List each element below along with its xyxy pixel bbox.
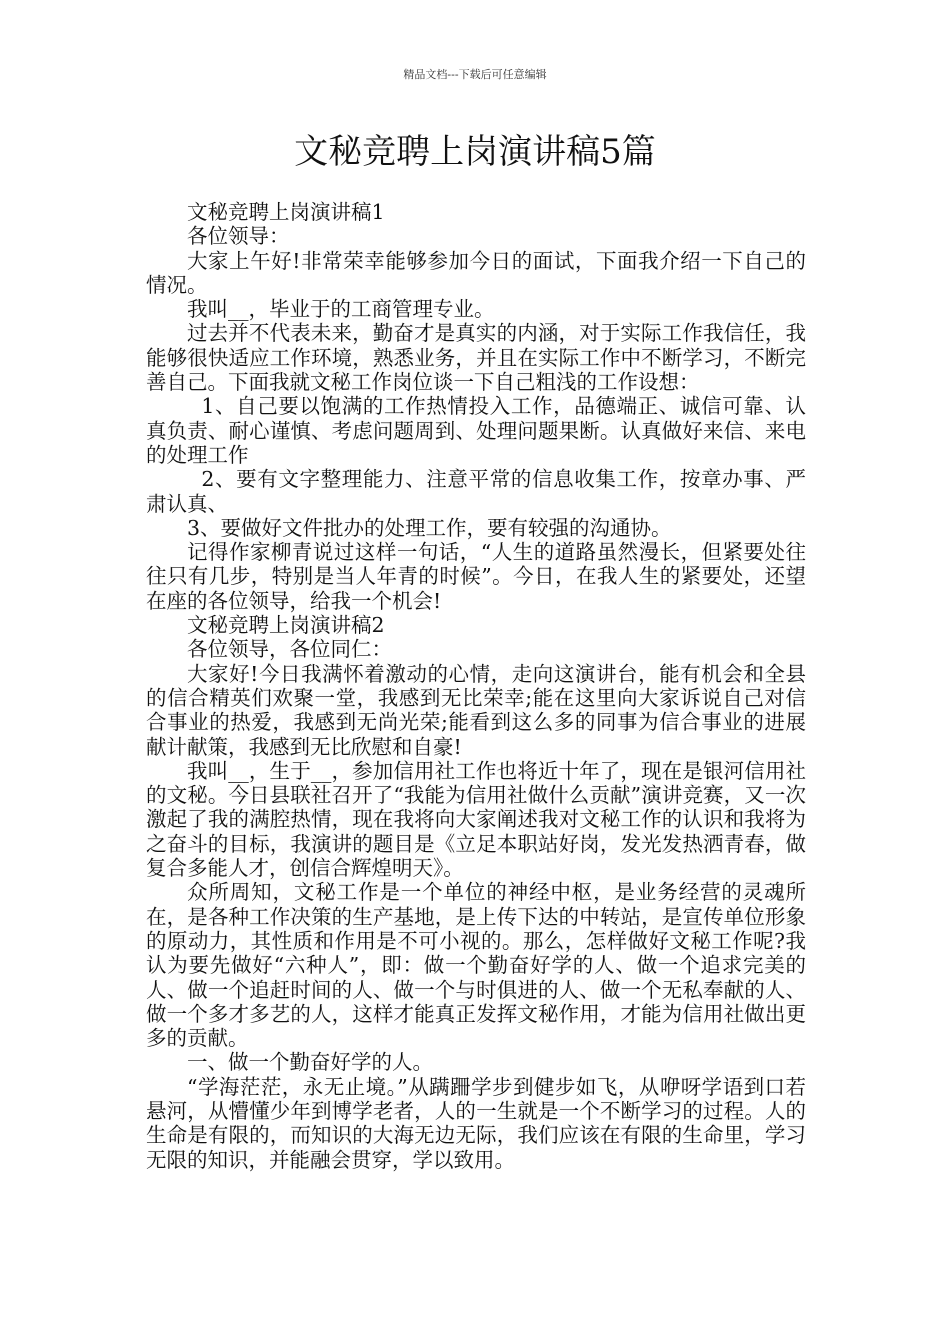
- paragraph: 我叫__，毕业于的工商管理专业。: [187, 297, 495, 322]
- paragraph: 众所周知，文秘工作是一个单位的神经中枢，是业务经营的灵魂所在，是各种工作决策的生产基地，是上传下达的中转站，是宣传单位形象的原动力，其性质和作用是不可小视的。那么，怎样做好文秘工作呢?我认为要先做好“六种人”，即：做一个勤奋好学的人、做一个追求完美的人、做一个追赶时间的人、做一个与时俱进的人、做一个无私奉献的人、做一个多才多艺的人，这样才能真正发挥文秘作用，才能为信用社做出更多的贡献。: [146, 880, 806, 1051]
- paragraph: 过去并不代表未来，勤奋才是真实的内涵，对于实际工作我信任，我能够很快适应工作环境，熟悉业务，并且在实际工作中不断学习，不断完善自己。下面我就文秘工作岗位谈一下自己粗浅的工作设想：: [146, 321, 806, 395]
- header-note: 精品文档---下载后可任意编辑: [403, 68, 547, 81]
- document-title: 文秘竞聘上岗演讲稿5篇: [294, 132, 656, 172]
- list-item: 2、要有文字整理能力、注意平常的信息收集工作，按章办事、严肃认真、: [146, 467, 806, 516]
- paragraph: 大家好!今日我满怀着激动的心情，走向这演讲台，能有机会和全县的信合精英们欢聚一堂，我感到无比荣幸;能在这里向大家诉说自己对信合事业的热爱，我感到无尚光荣;能看到这么多的同事为信合事业的进展献计献策，我感到无比欣慰和自豪!: [146, 661, 806, 759]
- section-heading-2: 文秘竞聘上岗演讲稿2: [187, 613, 385, 638]
- subsection-heading: 一、做一个勤奋好学的人。: [187, 1050, 433, 1075]
- section-heading-1: 文秘竞聘上岗演讲稿1: [187, 200, 385, 224]
- paragraph: 大家上午好!非常荣幸能够参加今日的面试，下面我介绍一下自己的情况。: [146, 248, 806, 297]
- paragraph: 记得作家柳青说过这样一句话，“人生的道路虽然漫长，但紧要处往往只有几步，特别是当人年青的时候”。今日，在我人生的紧要处，还望在座的各位领导，给我一个机会!: [146, 540, 806, 613]
- salutation: 各位领导：: [187, 224, 290, 249]
- paragraph: “学海茫茫，永无止境。”从蹒跚学步到健步如飞，从咿呀学语到口若悬河，从懵懂少年到博学老者，人的一生就是一个不断学习的过程。人的生命是有限的，而知识的大海无边无际，我们应该在有限的生命里，学习无限的知识，并能融会贯穿，学以致用。: [146, 1074, 806, 1172]
- salutation: 各位领导，各位同仁：: [187, 637, 392, 662]
- paragraph: 我叫__，生于__，参加信用社工作也将近十年了，现在是银河信用社的文秘。今日县联社召开了“我能为信用社做什么贡献”演讲竞赛，又一次激起了我的满腔热情，现在我将向大家阐述我对文秘工作的认识和我将为之奋斗的目标，我演讲的题目是《立足本职站好岗，发光发热洒青春，做复合多能人才，创信合辉煌明天》。: [146, 758, 806, 881]
- list-item: 1、自己要以饱满的工作热情投入工作，品德端正、诚信可靠、认真负责、耐心谨慎、考虑问题周到、处理问题果断。认真做好来信、来电的处理工作: [146, 394, 806, 467]
- document-body: [146, 200, 806, 1172]
- list-item: 3、要做好文件批办的处理工作，要有较强的沟通协。: [187, 515, 672, 540]
